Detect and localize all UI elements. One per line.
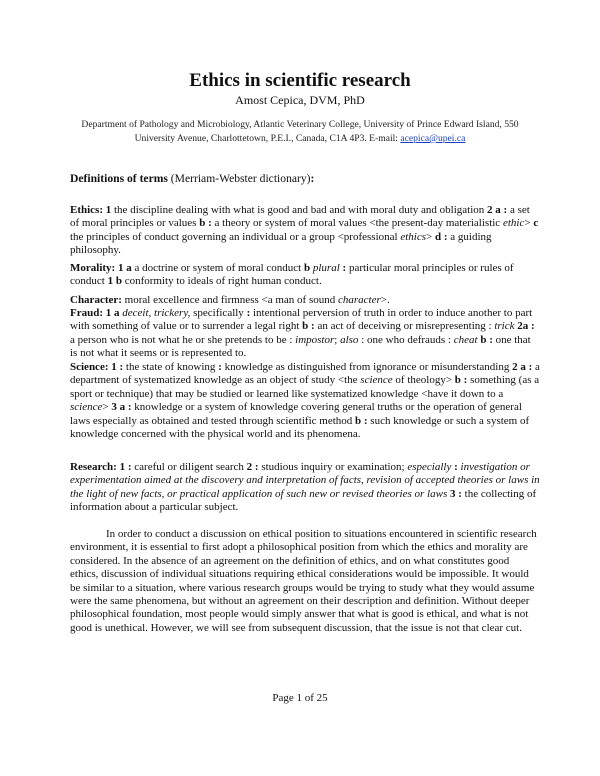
sense-text: the principles of conduct governing an individual or a group <professional — [70, 230, 401, 243]
sense-text: the collecting of information about a particular subject. — [70, 487, 537, 514]
sense-label: 1 a — [103, 307, 120, 319]
term-fraud: Fraud: — [70, 307, 103, 319]
sense-label: 3 a : — [111, 401, 132, 414]
sense-label: 1 b — [107, 275, 122, 288]
sense-label: d : — [434, 230, 448, 243]
sense-label: 2 : — [246, 461, 259, 473]
sense-label: 3 : — [449, 487, 462, 500]
sense-label: 1 : — [116, 461, 132, 473]
sense-text: > — [102, 401, 112, 414]
sense-label: 2 a : — [487, 204, 508, 216]
sense-text: something (as a sport or technique) that may be studied or learned like systematized knowledge <have it down to a — [70, 374, 540, 400]
sense-text: of theology> — [392, 374, 455, 387]
sense-label: b — [304, 262, 311, 274]
definitions-heading — [70, 172, 314, 185]
sense-text: intentional perversion of truth in order to induce another to part with something of value or to surrender a legal right — [70, 307, 533, 333]
sense-text: a set of moral principles or values — [70, 204, 530, 230]
synonym: cheat — [453, 333, 478, 346]
definitions-heading-source: (Merriam-Webster dictionary) — [167, 172, 311, 185]
sense-label: 2 a : — [512, 361, 533, 373]
page-number: Page 1 of 25 — [272, 692, 328, 704]
synonym: impostor — [295, 333, 335, 346]
term-research: Research: — [70, 461, 117, 473]
sense-label: : — [246, 307, 251, 319]
body-paragraph: In order to conduct a discussion on ethical position to situations encountered in scientific research environment, it is essential to first adopt a philosophical position from which the ethics and morality are considered. In the absence of an agreement on the definition of ethics, and on what constitutes good ethics, discussion of individual situations requiring ethical considerations would be impossible. It would be similar to a situation, where various research groups would be trying to study what they would assume were the same phenomena, but without an agreement on their description and definition. Without deeper philosophical foundation, most people would simply answer that what is good is ethical, and what is not good is unethical. However, we will see from subsequent discussion, that the issue is not that clear cut. — [70, 528, 537, 634]
sense-text: a department of systematized knowledge as an object of study <the — [70, 361, 540, 387]
sense-text: a theory or system of moral values <the present-day materialistic — [211, 217, 503, 230]
sense-label: 1 — [103, 204, 112, 216]
sense-label: c — [533, 217, 539, 230]
sense-text: > — [426, 230, 435, 243]
definitions-heading-bold: Definitions of terms — [70, 172, 168, 185]
sense-text: the discipline dealing with what is good and bad and with moral duty and obligation — [111, 204, 488, 216]
sense-text: : one who defrauds : — [358, 333, 454, 346]
sense-label: b : — [355, 414, 368, 427]
sense-label: b : — [302, 320, 315, 333]
sense-text-italic: investigation or experimentation aimed at the discovery and interpretation of facts, revision of accepted theories or laws in the light of new facts, or practical application of such new or revised theories or laws — [70, 461, 540, 500]
usage-label: also — [340, 333, 359, 346]
sense-label: 1 : — [108, 361, 124, 373]
author-line: Amost Cepica, DVM, PhD — [235, 93, 365, 107]
sense-text: the state of knowing — [123, 361, 219, 373]
sense-text: >. — [380, 294, 390, 306]
sense-text: knowledge as distinguished from ignorance or misunderstanding — [221, 361, 513, 373]
email-link[interactable]: acepica@upei.ca — [400, 133, 466, 144]
sense-label: : — [339, 262, 347, 274]
term-morality: Morality: — [70, 262, 116, 274]
definitions-heading-colon: : — [310, 172, 315, 185]
sense-text: a guiding philosophy. — [70, 230, 492, 257]
sense-text: one that is not what it seems or is represented to. — [70, 333, 531, 360]
sense-label: b : — [454, 374, 468, 387]
sense-text: ; — [334, 333, 341, 346]
definition-character — [70, 294, 540, 307]
definition-fraud — [70, 307, 540, 361]
definition-morality — [70, 262, 540, 289]
sense-text: studious inquiry or examination; — [258, 461, 408, 473]
sense-text: particular moral principles or rules of conduct — [70, 262, 514, 288]
affiliation-text: Department of Pathology and Microbiology, Atlantic Veterinary College, University of Prince Edward Island, 550 University Avenue, Charlottetown, P.E.I., Canada, C1A 4P3. E-mail: — [81, 119, 519, 144]
sense-label: : — [451, 461, 458, 473]
example-word: character — [337, 294, 381, 306]
sense-label: b : — [477, 333, 493, 346]
sense-label: b : — [199, 217, 212, 230]
sense-text: a doctrine or system of moral conduct — [131, 262, 304, 274]
sense-label: 2a : — [514, 320, 535, 333]
sense-text: careful or diligent search — [131, 461, 247, 473]
sense-label: : — [218, 361, 222, 373]
sense-text: specifically — [190, 307, 247, 319]
sense-text: knowledge or a system of knowledge covering general truths or the operation of general laws especially as obtained and tested through scientific method — [70, 401, 522, 427]
usage-label: plural — [310, 262, 340, 274]
sense-text: a person who is not what he or she pretends to be : — [70, 333, 296, 346]
sense-text: conformity to ideals of right human conduct. — [121, 275, 322, 288]
sense-label: 1 a — [115, 262, 132, 274]
sense-text: an act of deceiving or misrepresenting : — [314, 320, 495, 333]
example-word: science — [360, 374, 393, 387]
term-character: Character: — [70, 294, 122, 306]
synonym: trick — [494, 320, 515, 333]
term-science: Science: — [70, 361, 109, 373]
example-word: science — [70, 401, 103, 414]
synonym: deceit, trickery, — [119, 307, 191, 319]
term-ethics: Ethics: — [70, 204, 103, 216]
usage-label: especially — [407, 461, 452, 473]
sense-text: > — [524, 217, 534, 230]
affiliation — [80, 118, 520, 146]
document-title: Ethics in scientific research — [189, 70, 411, 91]
sense-text: such knowledge or such a system of knowledge concerned with the physical world and its phenomena. — [70, 414, 530, 441]
sense-text: moral excellence and firmness <a man of sound — [121, 294, 338, 306]
definition-ethics — [70, 204, 540, 258]
example-word: ethics — [400, 230, 426, 243]
definition-research — [70, 461, 540, 515]
definition-science — [70, 361, 540, 441]
example-word: ethic — [502, 217, 525, 230]
